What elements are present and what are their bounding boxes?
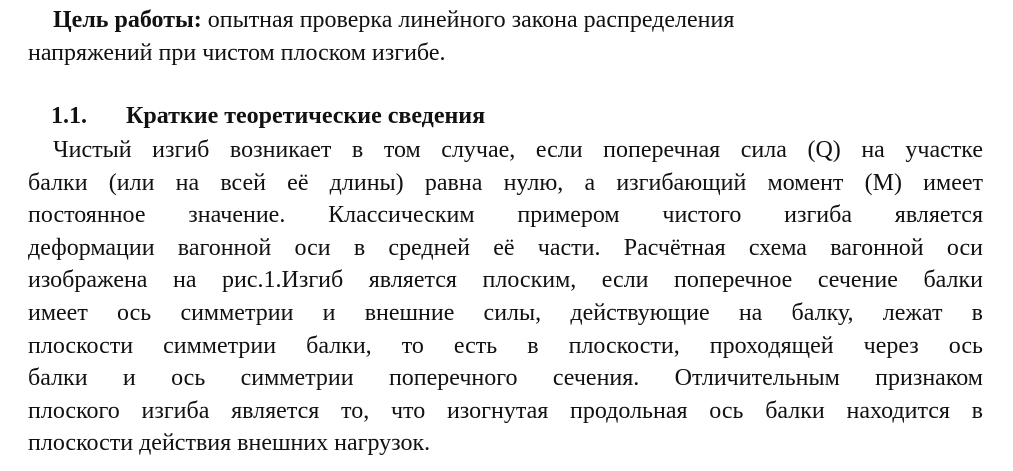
section-title: Краткие теоретические сведения <box>126 103 486 129</box>
work-goal-line-1 <box>28 4 988 37</box>
paragraph-line: деформации вагонной оси в средней её части. Расчётная схема вагонной оси <box>28 234 983 261</box>
work-goal <box>28 4 988 70</box>
paragraph-line: плоскости действия внешних нагрузок. <box>28 430 431 457</box>
paragraph-line: балки и ось симметрии поперечного сечения. Отличительным признаком <box>28 365 983 392</box>
paragraph-line: Чистый изгиб возникает в том случае, если поперечная сила (Q) на участке <box>53 137 983 163</box>
paragraph-line: балки (или на всей её длины) равна нулю, а изгибающий момент (М) имеет <box>28 169 983 196</box>
work-goal-label: Цель работы: <box>53 7 202 33</box>
section-heading <box>51 100 485 133</box>
section-number: 1.1. <box>51 103 87 129</box>
paragraph-line: изображена на рис.1.Изгиб является плоским, если поперечное сечение балки <box>28 267 983 294</box>
paragraph-line: имеет ось симметрии и внешние силы, действующие на балку, лежат в <box>28 299 983 326</box>
theory-paragraph <box>28 134 983 460</box>
paragraph-line: постоянное значение. Классическим примером чистого изгиба является <box>28 202 983 229</box>
work-goal-text: опытная проверка линейного закона распределения <box>201 7 735 33</box>
paragraph-line: плоскости симметрии балки, то есть в плоскости, проходящей через ось <box>28 332 983 359</box>
work-goal-line-2: напряжений при чистом плоском изгибе. <box>28 40 446 66</box>
paragraph-line: плоского изгиба является то, что изогнутая продольная ось балки находится в <box>28 397 983 424</box>
